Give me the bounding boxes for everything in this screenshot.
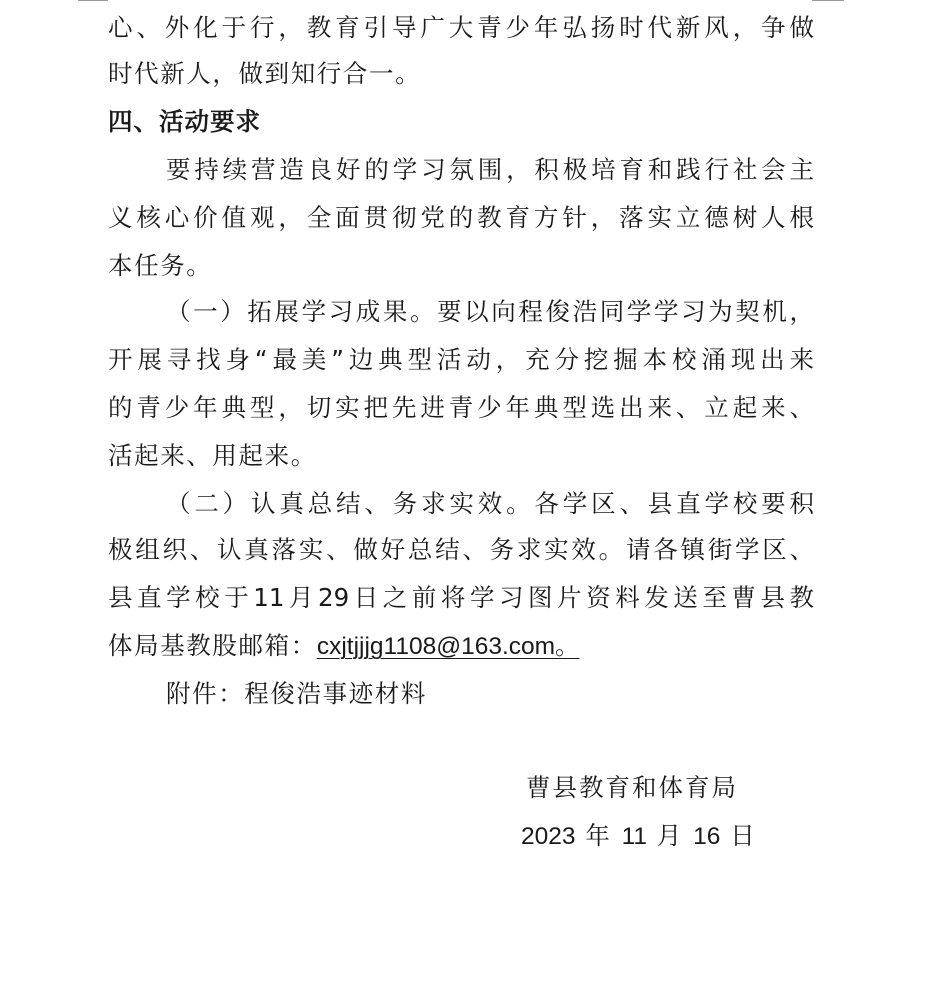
email-line xyxy=(108,630,814,663)
paragraph-line: 县直学校于11月29日之前将学习图片资料发送至曹县教 xyxy=(108,583,814,612)
paragraph-line: 要持续营造良好的学习氛围，积极培育和践行社会主 xyxy=(166,155,814,184)
signature-date xyxy=(521,820,757,853)
paragraph-line: （二）认真总结、务求实效。各学区、县直学校要积 xyxy=(166,489,814,518)
section-heading: 四、活动要求 xyxy=(108,107,261,136)
page-corner-mark-right xyxy=(812,0,844,1)
page-corner-mark-left xyxy=(78,0,108,1)
paragraph-line: 义核心价值观，全面贯彻党的教育方针，落实立德树人根 xyxy=(108,203,814,232)
paragraph-line: 的青少年典型，切实把先进青少年典型选出来、立起来、 xyxy=(108,393,814,422)
date-year-unit: 年 xyxy=(585,821,612,850)
paragraph-line: 极组织、认真落实、做好总结、务求实效。请各镇街学区、 xyxy=(108,535,814,564)
paragraph-line: 时代新人，做到知行合一。 xyxy=(108,59,422,88)
date-year: 2023 xyxy=(521,823,576,850)
date-month-unit: 月 xyxy=(656,821,684,850)
paragraph-line: 活起来、用起来。 xyxy=(108,441,317,470)
date-month: 11 xyxy=(621,823,648,850)
date-day: 16 xyxy=(693,823,721,850)
paragraph-line: 本任务。 xyxy=(108,251,213,280)
signature-organization: 曹县教育和体育局 xyxy=(526,773,738,802)
email-link[interactable]: cxjtjjjg1108@163.com。 xyxy=(316,633,580,660)
paragraph-line: 开展寻找身“最美”边典型活动，充分挖掘本校涌现出来 xyxy=(108,345,814,374)
attachment-note: 附件：程俊浩事迹材料 xyxy=(166,679,427,708)
date-day-unit: 日 xyxy=(730,821,757,850)
paragraph-line: 心、外化于行，教育引导广大青少年弘扬时代新风，争做 xyxy=(108,13,814,42)
email-label: 体局基教股邮箱： xyxy=(108,631,317,660)
paragraph-line: （一）拓展学习成果。要以向程俊浩同学学习为契机， xyxy=(166,297,814,326)
